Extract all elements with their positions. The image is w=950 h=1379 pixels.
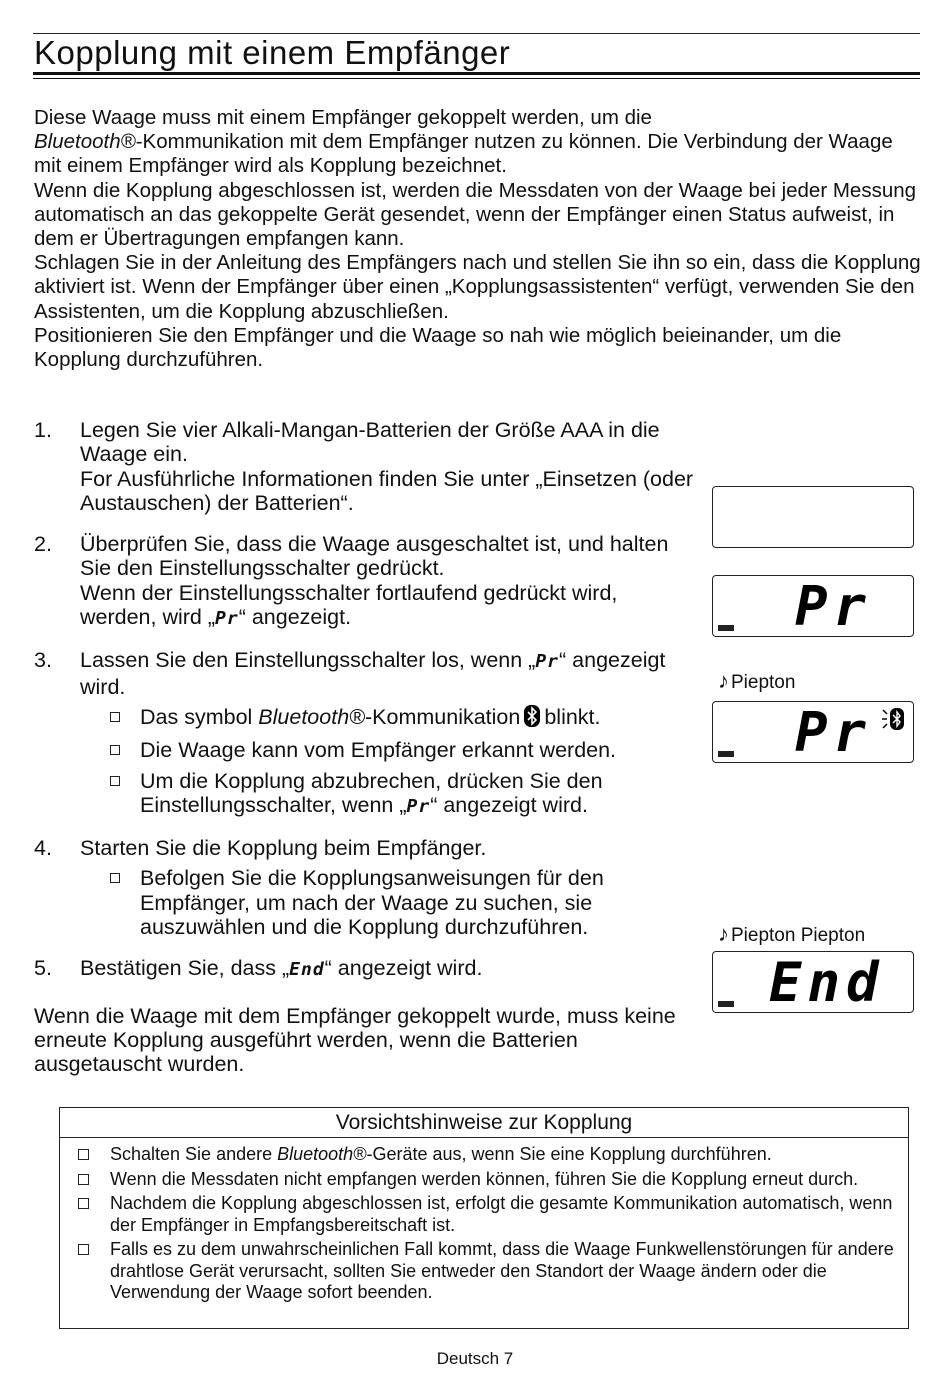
page-title: Kopplung mit einem Empfänger — [34, 34, 511, 71]
music-note-icon: ♪ — [718, 921, 729, 946]
caution-item: Falls es zu dem unwahrscheinlichen Fall kommt, dass die Waage Funkwellenstörungen für andere drahtlose Gerät verursacht, sollten Sie entweder den Standort der Waage ändern oder die Verwendung der Waage sofort beenden. — [76, 1239, 898, 1304]
lcd-display-end — [712, 951, 914, 1013]
step-number: 2. — [34, 532, 52, 557]
step-text: Lassen Sie den Einstellungsschalter los, wenn „Pr“ angezeigt wird. — [80, 648, 666, 699]
sub-item: Die Waage kann vom Empfänger erkannt werden. — [80, 738, 694, 762]
checkbox-bullet-icon — [78, 1244, 89, 1255]
lcd-text: Pr — [795, 575, 873, 638]
segment-pr-inline: Pr — [406, 795, 431, 817]
segment-end-inline: End — [289, 959, 325, 981]
intro-paragraph: Wenn die Kopplung abgeschlossen ist, werden die Messdaten von der Waage bei jeder Messung automatisch an das gekoppelte Gerät gesendet, wenn der Empfänger einen Status aufweist, in dem er Übertragungen empfangen kann. — [34, 178, 917, 251]
lcd-display-pr-bluetooth — [712, 701, 914, 763]
step-text: Wenn der Einstellungsschalter fortlaufend gedrückt wird, werden, wird „Pr“ angezeigt. — [80, 580, 618, 630]
title-rule-thin — [33, 78, 920, 79]
step-2 — [34, 532, 694, 631]
step-number: 3. — [34, 648, 52, 673]
step-4 — [34, 836, 694, 939]
intro-paragraph: Positionieren Sie den Empfänger und die Waage so nah wie möglich beieinander, um die Kopplung durchzuführen. — [34, 323, 842, 372]
step-sublist — [80, 705, 694, 819]
segment-pr-inline: Pr — [215, 608, 239, 630]
bluetooth-blink-icon — [881, 706, 909, 737]
lcd-text: End — [769, 951, 885, 1014]
music-note-icon: ♪ — [718, 668, 729, 693]
caution-box — [59, 1107, 909, 1329]
lcd-display-blank — [712, 486, 914, 548]
intro-paragraph: Schlagen Sie in der Anleitung des Empfängers nach und stellen Sie ihn so ein, dass die Kopplung aktiviert ist. Wenn der Empfänger über einen „Kopplungsassistenten“ verfügt, verwenden Sie den Assistenten, um die Kopplung abzuschließen. — [34, 251, 921, 323]
checkbox-bullet-icon — [110, 776, 120, 786]
beep-label: ♪ Piepton — [718, 668, 796, 693]
caution-item: Schalten Sie andere Bluetooth®-Geräte aus, wenn Sie eine Kopplung durchführen. — [76, 1144, 898, 1166]
outro-text: Wenn die Waage mit dem Empfänger gekoppelt wurde, muss keine erneute Kopplung ausgeführt werden, wenn die Batterien ausgetauscht wurden. — [34, 1004, 676, 1077]
step-3 — [34, 648, 694, 819]
step-number: 5. — [34, 956, 52, 981]
step-number: 1. — [34, 418, 52, 442]
page-footer: Deutsch 7 — [436, 1349, 514, 1368]
battery-indicator-icon — [718, 625, 734, 631]
steps-list — [34, 418, 694, 1000]
step-1 — [34, 418, 694, 515]
bluetooth-icon — [524, 705, 540, 732]
segment-pr-inline: Pr — [535, 651, 560, 673]
intro-paragraph: Diese Waage muss mit einem Empfänger gekoppelt werden, um die Bluetooth®-Kommunikation mit dem Empfänger nutzen zu können. Die Verbindung der Waage mit einem Empfänger wird als Kopplung bezeichnet. — [34, 106, 893, 178]
caution-item: Nachdem die Kopplung abgeschlossen ist, erfolgt die gesamte Kommunikation automatisch, wenn der Empfänger in Empfangsbereitschaft ist. — [76, 1193, 898, 1236]
sub-item: Um die Kopplung abzubrechen, drücken Sie den Einstellungsschalter, wenn „Pr“ angezeigt wird. — [80, 769, 694, 820]
caution-item: Wenn die Messdaten nicht empfangen werden können, führen Sie die Kopplung erneut durch. — [76, 1169, 898, 1191]
step-number: 4. — [34, 836, 52, 861]
checkbox-bullet-icon — [110, 712, 120, 722]
sub-item: Das symbol Bluetooth®-Kommunikation blinkt. — [80, 705, 694, 732]
step-text: Starten Sie die Kopplung beim Empfänger. — [80, 836, 487, 861]
lcd-text: Pr — [795, 701, 873, 764]
beep-label: ♪ Piepton Piepton — [718, 921, 866, 946]
caution-list — [60, 1138, 908, 1304]
step-text: Bestätigen Sie, dass „End“ angezeigt wird. — [80, 956, 483, 981]
title-rule-thick — [33, 72, 920, 75]
lcd-display-pr — [712, 575, 914, 637]
intro-text — [34, 106, 924, 372]
step-sublist — [80, 866, 694, 939]
caution-heading: Vorsichtshinweise zur Kopplung — [60, 1108, 908, 1138]
step-text: Legen Sie vier Alkali-Mangan-Batterien der Größe AAA in die Waage ein. — [80, 418, 660, 467]
step-5 — [34, 956, 694, 982]
step-text: For Ausführliche Informationen finden Sie unter „Einsetzen (oder Austauschen) der Batterien“. — [80, 466, 694, 515]
battery-indicator-icon — [718, 1001, 734, 1007]
checkbox-bullet-icon — [78, 1149, 89, 1160]
battery-indicator-icon — [718, 751, 734, 757]
checkbox-bullet-icon — [78, 1198, 89, 1209]
checkbox-bullet-icon — [110, 745, 120, 755]
step-text: Überprüfen Sie, dass die Waage ausgeschaltet ist, und halten Sie den Einstellungsschalter gedrückt. — [80, 532, 669, 581]
sub-item: Befolgen Sie die Kopplungsanweisungen für den Empfänger, um nach der Waage zu suchen, sie auszuwählen und die Kopplung durchzuführen. — [80, 866, 694, 939]
checkbox-bullet-icon — [110, 873, 120, 883]
checkbox-bullet-icon — [78, 1174, 89, 1185]
